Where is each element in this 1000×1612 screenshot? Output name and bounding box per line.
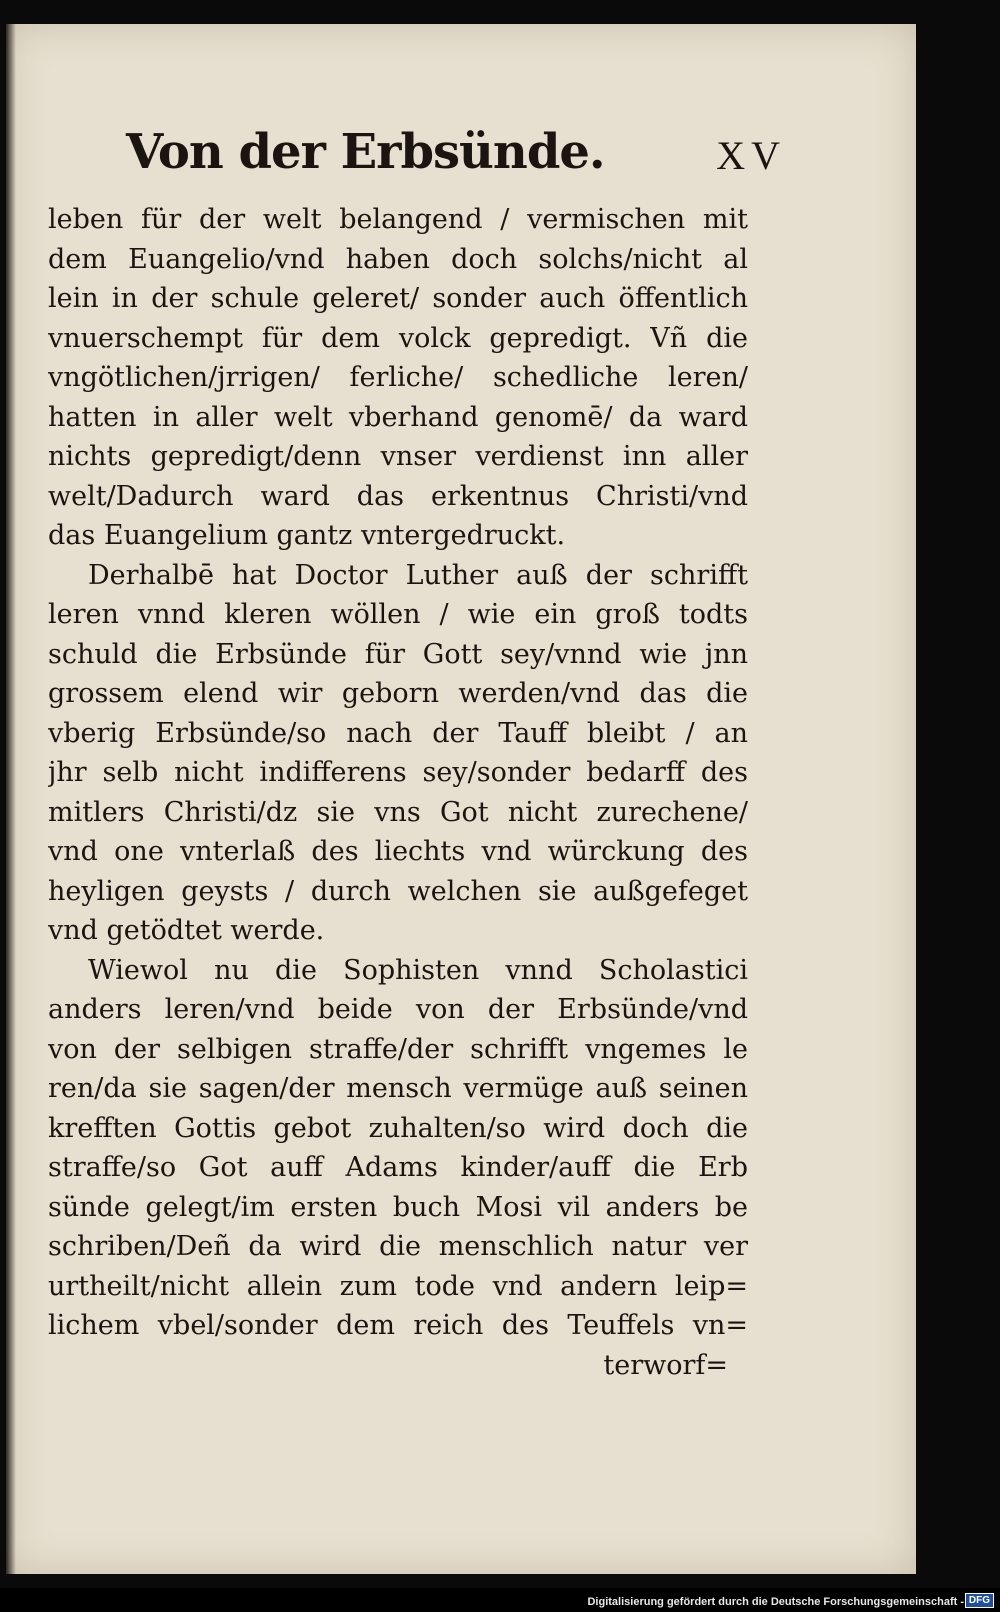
text-line: hatten in aller welt vberhand genomē/ da ward [48,401,748,433]
dfg-logo: DFG [965,1593,994,1608]
text-line: lichem vbel/sonder dem reich des Teuffels vn= [48,1310,748,1341]
running-title: Von der Erbsünde. [126,124,605,180]
text-line: vnd one vnterlaß des liechts vnd würckung des [48,836,748,867]
funding-credit: Digitalisierung gefördert durch die Deutsche Forschungsgemeinschaft - [587,1596,964,1608]
text-line: das Euangelium gantz vntergedruckt. [48,520,566,551]
text-line: vnuerschempt für dem volck gepredigt. Vñ die [48,322,748,354]
text-line: vngötlichen/jrrigen/ ferliche/ schedliche leren/ [48,362,748,393]
text-line: schuld die Erbsünde für Gott sey/vnnd wie jnn [48,638,748,670]
text-line: urtheilt/nicht allein zum tode vnd andern leip= [48,1270,748,1302]
text-line: heyligen geysts / durch welchen sie außgefeget [48,875,748,907]
text-line: leben für der welt belangend / vermischen mit [48,204,748,235]
text-line: welt/Dadurch ward das erkentnus Christi/vnd [48,480,748,512]
text-line: grossem elend wir geborn werden/vnd das die [48,678,748,709]
text-line: leren vnnd kleren wöllen / wie ein groß todts [48,599,748,630]
text-line: anders leren/vnd beide von der Erbsünde/vnd [48,994,748,1025]
text-line: dem Euangelio/vnd haben doch solchs/nicht al [48,243,748,275]
text-line: mitlers Christi/dz sie vns Got nicht zurechene/ [48,796,748,828]
text-line: von der selbigen straffe/der schrifft vngemes le [48,1033,748,1065]
text-line: ren/da sie sagen/der mensch vermüge auß seinen [48,1073,748,1104]
text-line: lein in der schule geleret/ sonder auch öffentlich [48,283,748,314]
text-line: vnd getödtet werde. [48,915,325,946]
text-line: schriben/Deñ da wird die menschlich natur ver [48,1231,748,1262]
text-line: nichts gepredigt/denn vnser verdienst inn aller [48,441,748,472]
text-line: jhr selb nicht indifferens sey/sonder bedarff des [48,757,748,788]
folio-number: XV [716,133,786,178]
book-page [6,24,916,1574]
page-header [126,124,786,184]
text-block [48,200,748,1385]
text-line: Wiewol nu die Sophisten vnnd Scholastici [88,954,748,986]
text-line: krefften Gottis gebot zuhalten/so wird doch die [48,1112,748,1144]
footer-bar [0,1588,1000,1612]
text-line: Derhalbē hat Doctor Luther auß der schrifft [88,559,748,591]
text-line: vberig Erbsünde/so nach der Tauff bleibt / an [48,717,748,749]
catchword: terworf= [603,1349,728,1381]
text-line: sünde gelegt/im ersten buch Mosi vil anders be [48,1191,748,1223]
text-line: straffe/so Got auff Adams kinder/auff die Erb [48,1152,748,1183]
